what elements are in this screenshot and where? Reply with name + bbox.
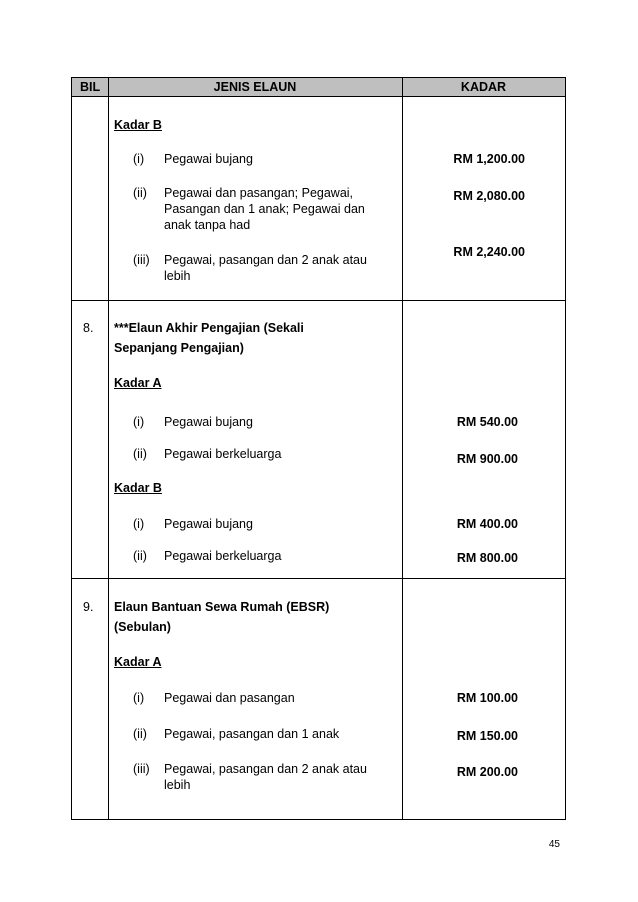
- item-description: Pegawai dan pasangan; Pegawai,: [164, 186, 354, 200]
- item-number: (ii): [133, 186, 147, 200]
- rate-value: RM 540.00: [456, 415, 518, 429]
- allowance-title: (Sebulan): [114, 620, 171, 634]
- item-number: (iii): [133, 762, 150, 776]
- item-description: Pegawai berkeluarga: [164, 549, 282, 563]
- item-number: (i): [133, 152, 145, 166]
- column-divider: [108, 78, 109, 819]
- rate-value: RM 800.00: [456, 551, 518, 565]
- row-divider: [72, 578, 565, 579]
- allowance-table: [71, 77, 566, 820]
- rate-value: RM 150.00: [456, 729, 518, 743]
- item-number: (i): [133, 415, 145, 429]
- row-divider: [72, 96, 565, 97]
- item-description: Pegawai bujang: [164, 415, 253, 429]
- row-divider: [72, 300, 565, 301]
- item-number: (ii): [133, 549, 147, 563]
- item-description: lebih: [164, 778, 191, 792]
- row-number: 9.: [83, 600, 94, 614]
- kadar-a-label: Kadar A: [114, 655, 162, 669]
- rate-value: RM 200.00: [456, 765, 518, 779]
- item-description: Pegawai bujang: [164, 152, 253, 166]
- item-description: Pegawai berkeluarga: [164, 447, 282, 461]
- rate-value: RM 400.00: [456, 517, 518, 531]
- kadar-b-label: Kadar B: [114, 481, 162, 495]
- item-description: Pegawai bujang: [164, 517, 253, 531]
- item-description: Pegawai dan pasangan: [164, 691, 295, 705]
- item-number: (ii): [133, 727, 147, 741]
- item-description: Pegawai, pasangan dan 1 anak: [164, 727, 340, 741]
- item-description: lebih: [164, 269, 191, 283]
- item-number: (iii): [133, 253, 150, 267]
- header-bil: BIL: [80, 80, 101, 94]
- rate-value: RM 1,200.00: [453, 152, 525, 166]
- rate-value: RM 900.00: [456, 452, 518, 466]
- allowance-title: ***Elaun Akhir Pengajian (Sekali: [114, 321, 304, 335]
- header-jenis-elaun: JENIS ELAUN: [213, 80, 297, 94]
- column-divider: [402, 78, 403, 819]
- rate-value: RM 100.00: [456, 691, 518, 705]
- item-description: anak tanpa had: [164, 218, 251, 232]
- item-description: Pasangan dan 1 anak; Pegawai dan: [164, 202, 365, 216]
- allowance-title: Elaun Bantuan Sewa Rumah (EBSR): [114, 600, 330, 614]
- item-number: (i): [133, 691, 145, 705]
- kadar-a-label: Kadar A: [114, 376, 162, 390]
- header-kadar: KADAR: [460, 80, 507, 94]
- item-description: Pegawai, pasangan dan 2 anak atau: [164, 253, 367, 267]
- page-number: 45: [548, 839, 560, 850]
- item-number: (ii): [133, 447, 147, 461]
- kadar-b-label: Kadar B: [114, 118, 162, 132]
- item-number: (i): [133, 517, 145, 531]
- rate-value: RM 2,080.00: [453, 189, 525, 203]
- rate-value: RM 2,240.00: [453, 245, 525, 259]
- row-number: 8.: [83, 321, 94, 335]
- allowance-title: Sepanjang Pengajian): [114, 341, 244, 355]
- item-description: Pegawai, pasangan dan 2 anak atau: [164, 762, 367, 776]
